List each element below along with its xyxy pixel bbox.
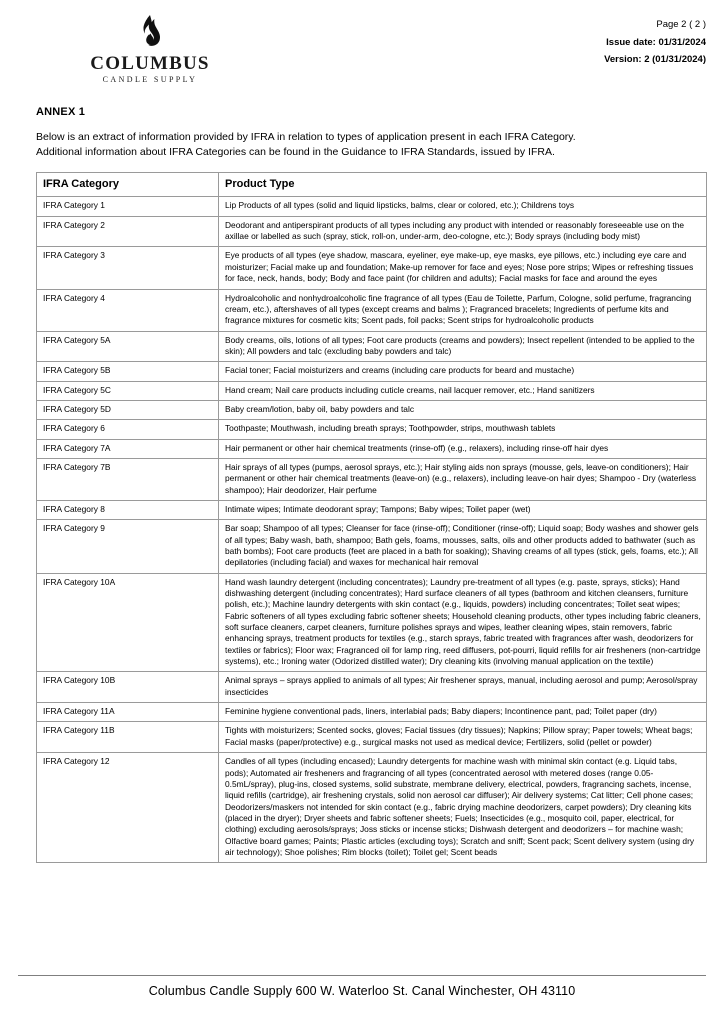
version: Version: 2 (01/31/2024) [604, 54, 706, 66]
cell-ifra-category: IFRA Category 6 [37, 420, 219, 439]
logo-wordmark: COLUMBUS [90, 53, 210, 74]
table-body [37, 197, 707, 863]
table-row [37, 703, 707, 722]
cell-ifra-category: IFRA Category 4 [37, 289, 219, 331]
cell-ifra-category: IFRA Category 5D [37, 400, 219, 419]
table-row [37, 400, 707, 419]
cell-product-type: Hand wash laundry detergent (including concentrates); Laundry pre-treatment of all types (e.g. paste, sprays, sticks); Hand dishwashing detergent (including concentrates); Hard surface cleaners of all types (bathroom and kitchen cleansers, furniture polish, etc.); Machine laundry detergents with skin contact (e.g., liquids, powders) including concentrates; Toilet seat wipes; Fabric softeners of all types excluding fabric softener sheets; Household cleaning products, other types including fabric cleaners, soft surface cleaners, carpet cleaners, furniture polishes sprays and wipes, leather cleaning wipes, stain removers, fabric enhancing sprays, treatment products for textiles (e.g., starch sprays, fabric treated with fragrances after wash, deodorizers for textiles or fabrics); Floor wax; Fragranced oil for lamp ring, reed diffusers, pot-pourri, liquid refills for air fresheners (non-cartridge systems), etc.; Ironing water (Odorized distilled water); Dry cleaning kits (involving manual application on the textile) [219, 573, 707, 672]
cell-ifra-category: IFRA Category 2 [37, 216, 219, 247]
cell-product-type: Feminine hygiene conventional pads, liners, interlabial pads; Baby diapers; Incontinence pant, pad; Toilet paper (dry) [219, 703, 707, 722]
table-row [37, 520, 707, 573]
annex-intro-line-1: Below is an extract of information provided by IFRA in relation to types of application present in each IFRA Category. [36, 131, 576, 143]
table-row [37, 247, 707, 289]
cell-ifra-category: IFRA Category 7B [37, 458, 219, 500]
cell-ifra-category: IFRA Category 10B [37, 672, 219, 703]
cell-product-type: Baby cream/lotion, baby oil, baby powders and talc [219, 400, 707, 419]
cell-product-type: Hair permanent or other hair chemical treatments (rinse-off) (e.g., relaxers), including rinse-off hair dyes [219, 439, 707, 458]
cell-ifra-category: IFRA Category 1 [37, 197, 219, 216]
table-row [37, 753, 707, 863]
footer-divider [18, 975, 706, 976]
table-header-row [37, 173, 707, 197]
cell-ifra-category: IFRA Category 11A [37, 703, 219, 722]
cell-product-type: Eye products of all types (eye shadow, mascara, eyeliner, eye make-up, eye masks, eye pillows, etc.) including eye care and moisturizer; Facial make up and foundation; Make-up remover for face and eyes; Nose pore strips; Wipes or refreshing tissues for face, neck, hands, body; Body and face paint (for children and adults); Facial masks for face and around the eyes [219, 247, 707, 289]
table-row [37, 289, 707, 331]
cell-product-type: Bar soap; Shampoo of all types; Cleanser for face (rinse-off); Conditioner (rinse-off); Liquid soap; Body washes and shower gels of all types; Baby wash, bath, shampoo; Bath gels, foams, mousses, salts, oils and other products added to bathwater (such as bath bombs); Foot care products (feet are placed in a bath for soaking); Shaving creams of all types (stick, gels, foams, etc.); All depilatories (including facial) and waxes for mechanical hair removal [219, 520, 707, 573]
ifra-category-table [36, 172, 707, 863]
company-logo [70, 14, 230, 84]
header-meta [604, 14, 706, 69]
cell-ifra-category: IFRA Category 7A [37, 439, 219, 458]
cell-ifra-category: IFRA Category 3 [37, 247, 219, 289]
cell-product-type: Hydroalcoholic and nonhydroalcoholic fine fragrance of all types (Eau de Toilette, Parfum, Cologne, solid perfume, fragrancing cream, etc.), aftershaves of all types (except creams and balms ); Fragranced bracelets; Ingredients of perfume kits and fragrance mixtures for cosmetic kits; Scent pads, foil packs; Scent strips for hydroalcoholic products [219, 289, 707, 331]
table-row [37, 420, 707, 439]
table-row [37, 439, 707, 458]
cell-product-type: Hair sprays of all types (pumps, aerosol sprays, etc.); Hair styling aids non sprays (mousse, gels, leave-on conditioners); Hair permanent or other hair chemical treatments (leave-on) (e.g., relaxers), including leave-on hair dyes; Shampoo - Dry (waterless shampoo); Hair deodorizer, Hair perfume [219, 458, 707, 500]
cell-product-type: Candles of all types (including encased); Laundry detergents for machine wash with minimal skin contact (e.g. Liquid tabs, pods); Automated air fresheners and fragrancing of all types (concentrated aerosol with metered doses (range 0.05-0.5mL/spray), plug-ins, closed systems, solid substrate, membrane delivery, electrical, powders, fragrancing sachets, incense, liquid refills (cartridge), air freshening crystals, solid non aerosol car diffuser); Air delivery systems; Cat litter; Cell phone cases; Deodorizers/maskers not intended for skin contact (e.g., fabric drying machine deodorizers, carpet powders); Dry cleaning kits (placed in the dryer); Dryer sheets and fabric softener sheets; Fuels; Insecticides (e.g., mosquito coil, paper, electrical, for clothing) excluding aerosols/sprays; Joss sticks or incense sticks; Dishwash detergent and deodorizers – for machine wash; Olfactive board games; Paints; Plastic articles (excluding toys); Scratch and sniff; Scent pack; Scent delivery system (using dry air technology); Shoe polishes; Rim blocks (toilet); Toilet gel; Scent beads [219, 753, 707, 863]
cell-ifra-category: IFRA Category 12 [37, 753, 219, 863]
footer-address: Columbus Candle Supply 600 W. Waterloo St. Canal Winchester, OH 43110 [148, 984, 576, 998]
table-row [37, 672, 707, 703]
column-header-category: IFRA Category [37, 173, 219, 197]
table-row [37, 722, 707, 753]
cell-product-type: Tights with moisturizers; Scented socks, gloves; Facial tissues (dry tissues); Napkins; Pillow spray; Paper towels; Wheat bags; Facial masks (paper/protective) e.g., surgical masks not used as medical device; Fertilizers, solid (pellet or powder) [219, 722, 707, 753]
page-footer [18, 975, 706, 998]
table-row [37, 458, 707, 500]
table-row [37, 216, 707, 247]
cell-product-type: Toothpaste; Mouthwash, including breath sprays; Toothpowder, strips, mouthwash tablets [219, 420, 707, 439]
page-number: Page 2 ( 2 ) [656, 19, 706, 30]
cell-ifra-category: IFRA Category 5A [37, 331, 219, 362]
cell-product-type: Deodorant and antiperspirant products of all types including any product with intended or reasonably foreseeable use on the axillae or labelled as such (spray, stick, roll-on, under-arm, deo-cologne, etc.); Body sprays (including body mist) [219, 216, 707, 247]
cell-product-type: Facial toner; Facial moisturizers and creams (including care products for beard and mustache) [219, 362, 707, 381]
table-row [37, 362, 707, 381]
annex-intro-line-2: Additional information about IFRA Categories can be found in the Guidance to IFRA Standards, issued by IFRA. [36, 146, 555, 159]
table-row [37, 381, 707, 400]
cell-ifra-category: IFRA Category 10A [37, 573, 219, 672]
table-row [37, 573, 707, 672]
cell-ifra-category: IFRA Category 8 [37, 500, 219, 519]
annex-title: ANNEX 1 [36, 106, 86, 118]
cell-ifra-category: IFRA Category 5B [37, 362, 219, 381]
issue-date: Issue date: 01/31/2024 [606, 36, 706, 48]
column-header-product-type: Product Type [219, 173, 707, 197]
flame-icon [70, 14, 230, 53]
cell-ifra-category: IFRA Category 9 [37, 520, 219, 573]
cell-ifra-category: IFRA Category 5C [37, 381, 219, 400]
annex-intro [36, 130, 688, 160]
page-header [18, 14, 706, 92]
table-row [37, 500, 707, 519]
cell-product-type: Hand cream; Nail care products including cuticle creams, nail lacquer remover, etc.; Hand sanitizers [219, 381, 707, 400]
cell-ifra-category: IFRA Category 11B [37, 722, 219, 753]
cell-product-type: Animal sprays – sprays applied to animals of all types; Air freshener sprays, manual, including aerosol and pump; Aerosol/spray insecticides [219, 672, 707, 703]
cell-product-type: Intimate wipes; Intimate deodorant spray; Tampons; Baby wipes; Toilet paper (wet) [219, 500, 707, 519]
table-row [37, 197, 707, 216]
table-row [37, 331, 707, 362]
cell-product-type: Body creams, oils, lotions of all types; Foot care products (creams and powders); Insect repellent (intended to be applied to the skin); All powders and talc (excluding baby powders and talc) [219, 331, 707, 362]
logo-tagline: CANDLE SUPPLY [102, 74, 198, 84]
cell-product-type: Lip Products of all types (solid and liquid lipsticks, balms, clear or colored, etc.); Childrens toys [219, 197, 707, 216]
